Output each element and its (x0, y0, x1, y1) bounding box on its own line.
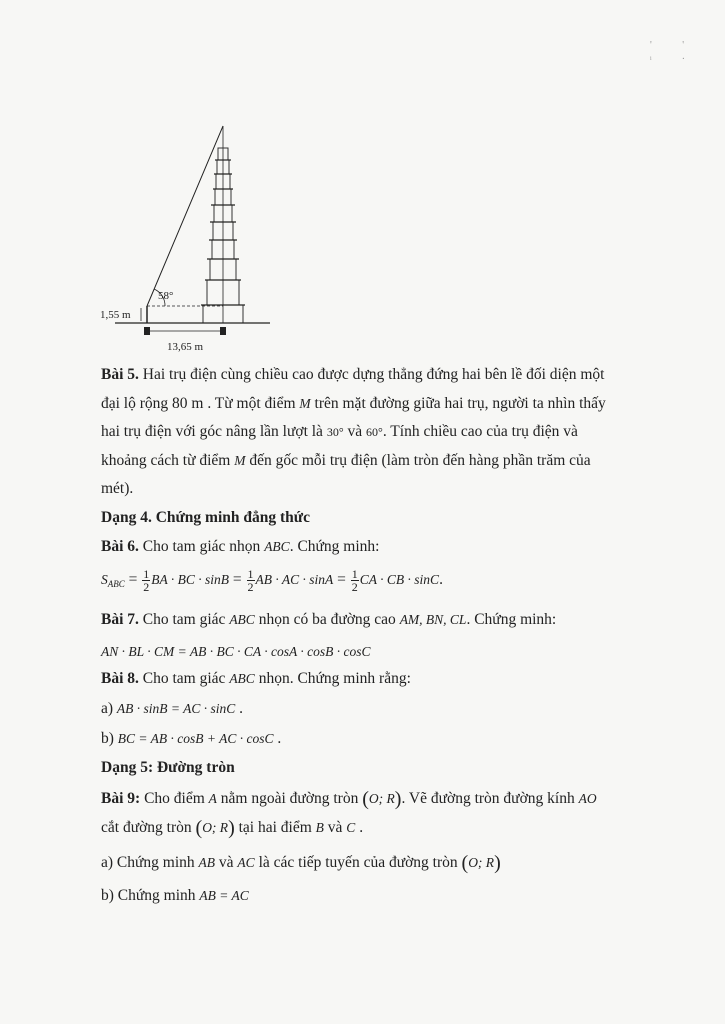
bai6-formula (101, 568, 443, 593)
bai7-label: Bài 7. (101, 611, 139, 628)
bai5-line2 (101, 390, 661, 419)
bai9-l2-a: cắt đường tròn (101, 819, 196, 836)
bai9-a-end: là các tiếp tuyến của đường tròn (254, 854, 462, 871)
bai9-a-and: và (215, 854, 238, 871)
term-2: AB · AC · sinA (255, 572, 334, 588)
bai5-label: Bài 5. (101, 366, 139, 383)
paren-open: ( (362, 788, 369, 810)
bai9-b-text: b) Chứng minh (101, 887, 200, 904)
bai7-end: . Chứng minh: (466, 611, 557, 628)
angle-label: 58° (158, 290, 174, 302)
point-c: C (346, 820, 356, 835)
angle-30: 30° (326, 425, 344, 439)
angle-60: 60° (366, 425, 383, 439)
bai6-label: Bài 6. (101, 538, 139, 555)
bai9-line2 (101, 817, 363, 840)
bai5-line2-text: đại lộ rộng 80 m . Từ một điểm (101, 394, 300, 412)
bai5-line4-a: khoảng cách từ điểm (101, 451, 235, 469)
bai6-end: . Chứng minh: (289, 538, 380, 555)
bai6-statement (101, 538, 379, 556)
paren-open: ( (461, 852, 469, 874)
frac-den: 2 (351, 580, 358, 594)
bai5-var-m2: M (234, 452, 246, 468)
segment-ab: AB (198, 855, 216, 870)
fraction-half-2 (247, 568, 255, 593)
dang5-heading (101, 759, 235, 777)
bai9-b-formula: AB = AC (199, 888, 249, 903)
bai7-var: ABC (229, 612, 255, 627)
bai7-statement (101, 611, 556, 629)
bai6-text: Cho tam giác nhọn (138, 538, 265, 555)
circle-or: O; R (202, 820, 229, 835)
bai8-label: Bài 8. (101, 670, 139, 687)
bai8-end: nhọn. Chứng minh rằng: (254, 670, 411, 687)
bai9-label: Bài 9: (101, 790, 141, 807)
bai5-paragraph (101, 361, 661, 504)
bai5-line5: mét). (101, 480, 134, 497)
bai7-text: Cho tam giác (138, 611, 230, 628)
bai9-l2-d: . (355, 819, 364, 836)
height-label: 1,55 m (100, 309, 131, 321)
circle-or: O; R (368, 791, 395, 806)
dang5-title: Dạng 5: Đường tròn (101, 759, 235, 776)
frac-num: 1 (247, 567, 254, 581)
bai9-l2-c: và (323, 819, 347, 836)
bai8-b-formula: BC = AB · cosB + AC · cosC (117, 731, 274, 746)
bai5-line3-a: hai trụ điện với góc nâng lần lượt là (101, 423, 327, 440)
frac-num: 1 (143, 567, 150, 581)
area-symbol: S (101, 572, 108, 588)
bai5-line4-b: đến gốc mỗi trụ điện (làm tròn đến hàng phần trăm của (245, 451, 591, 469)
paren-open: ( (195, 817, 203, 839)
bai5-line3 (101, 418, 661, 447)
bai8-b-label: b) (101, 730, 118, 747)
bai6-var: ABC (264, 539, 290, 554)
frac-den: 2 (247, 580, 254, 594)
bai8-var: ABC (229, 671, 255, 686)
bai9-t3: . Vẽ đường tròn đường kính (401, 790, 579, 807)
tower-diagram (95, 118, 285, 363)
fraction-half-3 (351, 568, 359, 593)
bai9-line1 (101, 788, 597, 811)
paren-close: ) (494, 852, 501, 874)
bai5-line1 (101, 361, 661, 390)
bai9-part-b (101, 887, 249, 905)
paren-close: ) (394, 788, 402, 810)
fraction-half-1 (142, 568, 150, 593)
term-3: CA · CB · sinC (359, 572, 440, 588)
bai7-formula-text: AN · BL · CM = AB · BC · CA · cosA · cosB · cosC (101, 644, 371, 659)
bai8-a-end: . (235, 700, 244, 717)
paren-close: ) (228, 817, 235, 839)
bai8-statement (101, 670, 411, 688)
distance-label: 13,65 m (167, 341, 204, 353)
bai9-l2-b: tại hai điểm (234, 819, 316, 836)
bai5-line4 (101, 447, 661, 476)
bai5-line2-end: trên mặt đường giữa hai trụ, người ta nhìn thấy (310, 394, 606, 412)
eq-sign-3: = (333, 571, 350, 589)
bai8-b-end: . (273, 730, 282, 747)
bai9-part-a (101, 852, 501, 875)
eq-sign-2: = (229, 571, 246, 589)
bai7-formula (101, 643, 371, 661)
bai8-text: Cho tam giác (138, 670, 230, 687)
bai5-var-m: M (299, 395, 311, 411)
circle-or: O; R (468, 855, 495, 870)
segment-ao: AO (578, 791, 597, 806)
bai8-a-formula: AB · sinB = AC · sinC (116, 701, 236, 716)
bai5-line1-text: Hai trụ điện cùng chiều cao được dựng thẳng đứng hai bên lề đối diện một (138, 366, 605, 383)
bai8-part-a (101, 700, 243, 718)
frac-num: 1 (351, 567, 358, 581)
eq-sign-1: = (124, 571, 142, 589)
area-subscript: ABC (107, 579, 125, 590)
corner-mark: ' ' ᵢ . (650, 40, 699, 62)
bai9-t1: Cho điểm (140, 790, 209, 807)
segment-ac: AC (237, 855, 255, 870)
bai5-line3-c: . Tính chiều cao của trụ điện và (382, 423, 578, 440)
point-a: A (208, 791, 217, 806)
tower-figure (95, 118, 285, 363)
frac-den: 2 (143, 580, 150, 594)
bai9-t2: nằm ngoài đường tròn (216, 790, 363, 807)
bai8-a-label: a) (101, 700, 117, 717)
formula-end: . (439, 571, 443, 589)
dang4-title: Dạng 4. Chứng minh đẳng thức (101, 509, 310, 526)
bai7-heights: AM, BN, CL (399, 612, 467, 627)
bai5-line3-b: và (343, 423, 367, 440)
term-1: BA · BC · sinB (151, 572, 230, 588)
bai8-part-b (101, 730, 281, 748)
bai9-a-text: a) Chứng minh (101, 854, 199, 871)
dang4-heading (101, 509, 310, 527)
bai7-mid: nhọn có ba đường cao (254, 611, 400, 628)
point-b: B (315, 820, 324, 835)
